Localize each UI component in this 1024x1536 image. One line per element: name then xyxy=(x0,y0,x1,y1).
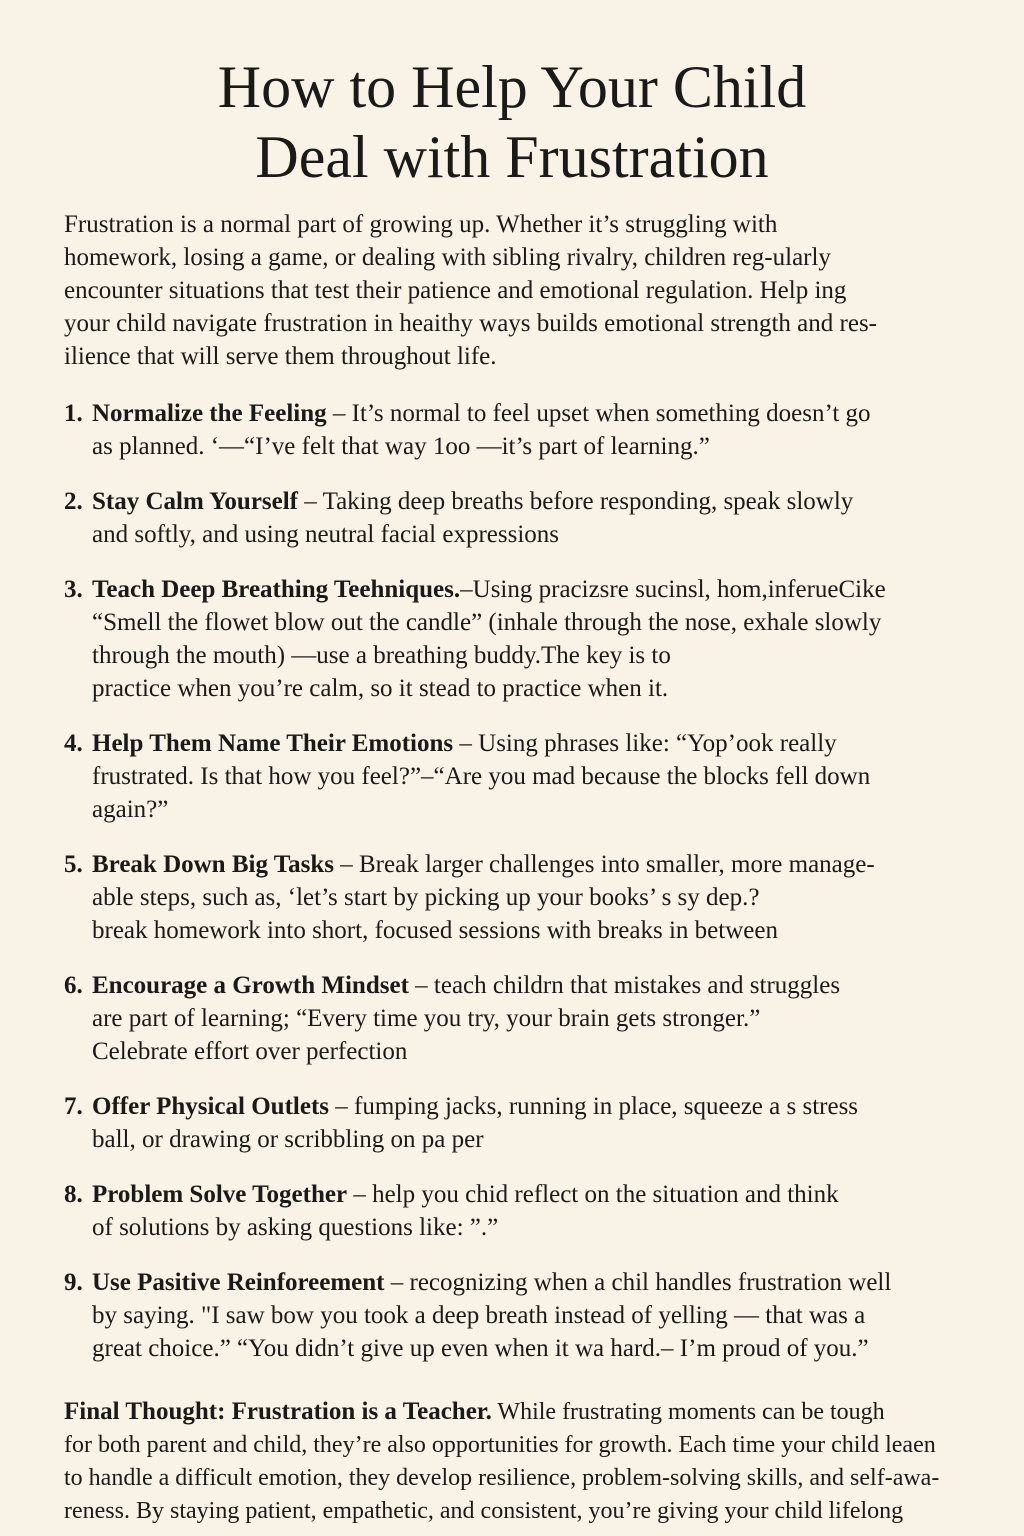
item-text: – teach childrn that mistakes and struggles xyxy=(408,972,841,999)
final-thought xyxy=(64,1395,939,1528)
item-text: – Taking deep breaths before responding, speak slowly xyxy=(298,488,854,515)
item-heading: Encourage a Growth Mindset xyxy=(92,972,409,999)
item-text: –Using pracizsre sucinsl, hom,inferueCike xyxy=(460,576,886,603)
item-number: 2. xyxy=(64,488,83,515)
item-line: are part of learning; “Every time you try, your brain gets stronger.” xyxy=(92,1005,761,1032)
item-heading: Break Down Big Tasks xyxy=(92,851,334,878)
item-line: through the mouth) —use a breathing buddy.The key is to xyxy=(92,642,671,669)
item-number: 6. xyxy=(64,972,83,999)
item-text: – Using phrases like: “Yop’ook really xyxy=(453,730,837,757)
item-heading: Stay Calm Yourself xyxy=(92,488,299,515)
item-text: – help you chid reflect on the situation and think xyxy=(347,1181,839,1208)
item-heading: Offer Physical Outlets xyxy=(92,1093,329,1120)
item-number: 9. xyxy=(64,1269,83,1296)
item-text: – Break larger challenges into smaller, more manage- xyxy=(334,851,875,878)
item-line: as planned. ‘—“I’ve felt that way 1oo —it’s part of learning.” xyxy=(92,433,710,460)
item-text: – It’s normal to feel upset when something doesn’t go xyxy=(326,400,871,427)
intro-line: encounter situations that test their patience and emotional regulation. Help ing xyxy=(64,277,847,304)
item-line: great choice.” “You didn’t give up even when it wa hard.– I’m proud of you.” xyxy=(92,1335,869,1362)
list-item xyxy=(64,485,994,551)
item-line: by saying. "I saw bow you took a deep breath instead of yelling — that was a xyxy=(92,1302,866,1329)
item-line: frustrated. Is that how you feel?”–“Are you mad because the blocks fell down xyxy=(92,763,871,790)
list-item xyxy=(64,397,994,463)
item-line: again?” xyxy=(92,796,169,823)
list-item xyxy=(64,727,994,826)
item-number: 5. xyxy=(64,851,83,878)
item-heading: Use Pasitive Reinforeement xyxy=(92,1269,385,1296)
item-line: Celebrate effort over perfection xyxy=(92,1038,408,1065)
list-item xyxy=(64,1090,994,1156)
item-heading: Normalize the Feeling xyxy=(92,400,327,427)
intro-line: your child navigate frustration in heaithy ways builds emotional strength and res- xyxy=(64,310,878,337)
final-heading: Final Thought: Frustration is a Teacher. xyxy=(64,1398,492,1425)
item-text: – fumping jacks, running in place, squeeze a s stress xyxy=(329,1093,859,1120)
item-number: 7. xyxy=(64,1093,83,1120)
list-item xyxy=(64,573,994,705)
item-number: 8. xyxy=(64,1181,83,1208)
tips-list xyxy=(64,397,994,1387)
item-line: practice when you’re calm, so it stead to practice when it. xyxy=(92,675,669,702)
item-number: 3. xyxy=(64,576,83,603)
item-number: 4. xyxy=(64,730,83,757)
item-line: “Smell the flowet blow out the candle” (inhale through the nose, exhale slowly xyxy=(92,609,882,636)
intro-line: homework, losing a game, or dealing with sibling rivalry, children reg-ularly xyxy=(64,244,831,271)
final-line: for both parent and child, they’re also opportunities for growth. Each time your child leaen xyxy=(64,1432,936,1458)
item-line: and softly, and using neutral facial expressions xyxy=(92,521,560,548)
item-line: ball, or drawing or scribbling on pa per xyxy=(92,1126,484,1153)
title-line: Deal with Frustration xyxy=(255,124,769,190)
intro-line: ilience that will serve them throughout life. xyxy=(64,343,497,370)
item-text: – recognizing when a chil handles frustration well xyxy=(384,1269,892,1296)
item-line: of solutions by asking questions like: ”.” xyxy=(92,1214,499,1241)
page-title xyxy=(0,52,1024,192)
intro-paragraph xyxy=(64,208,877,373)
title-line: How to Help Your Child xyxy=(217,54,807,120)
item-line: able steps, such as, ‘let’s start by picking up your books’ s sy dep.? xyxy=(92,884,760,911)
list-item xyxy=(64,1178,994,1244)
intro-line: Frustration is a normal part of growing up. Whether it’s struggling with xyxy=(64,211,778,238)
final-text: While frustrating moments can be tough xyxy=(491,1399,885,1425)
item-heading: Problem Solve Together xyxy=(92,1181,348,1208)
item-heading: Help Them Name Their Emotions xyxy=(92,730,454,757)
item-number: 1. xyxy=(64,400,83,427)
list-item xyxy=(64,1266,994,1365)
final-line: to handle a difficult emotion, they develop resilience, problem-solving skills, and self-awa- xyxy=(64,1465,940,1491)
item-line: break homework into short, focused sessions with breaks in between xyxy=(92,917,778,944)
list-item xyxy=(64,848,994,947)
list-item xyxy=(64,969,994,1068)
final-line: reness. By staying patient, empathetic, and consistent, you’re giving your child lifelong xyxy=(64,1498,904,1524)
item-heading: Teach Deep Breathing Teehniques. xyxy=(92,576,461,603)
